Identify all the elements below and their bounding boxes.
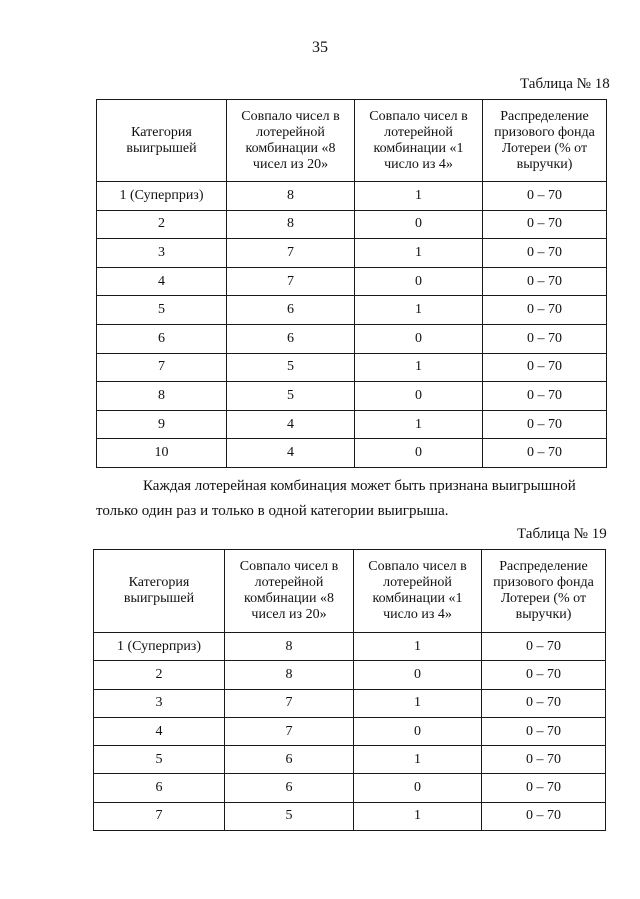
table-header-row bbox=[97, 100, 607, 182]
cell-prize-share: 0 – 70 bbox=[483, 410, 607, 439]
cell-category: 7 bbox=[97, 353, 227, 382]
cell-prize-share: 0 – 70 bbox=[483, 210, 607, 239]
cell-prize-share: 0 – 70 bbox=[482, 717, 606, 745]
cell-match-8-of-20: 8 bbox=[227, 182, 355, 211]
cell-category: 7 bbox=[94, 802, 225, 830]
table-row bbox=[94, 661, 606, 689]
cell-match-8-of-20: 7 bbox=[225, 717, 354, 745]
cell-match-1-of-4: 1 bbox=[355, 296, 483, 325]
cell-prize-share: 0 – 70 bbox=[482, 633, 606, 661]
cell-match-1-of-4: 1 bbox=[355, 353, 483, 382]
header-match-8-of-20: Совпало чисел в лотерейной комбинации «8 чисел из 20» bbox=[227, 100, 355, 182]
table-row bbox=[94, 717, 606, 745]
table-row bbox=[97, 239, 607, 268]
cell-match-8-of-20: 6 bbox=[225, 746, 354, 774]
body-paragraph: Каждая лотерейная комбинация может быть признана выигрышной только один раз и только в одной категории выигрыша. bbox=[96, 478, 576, 519]
table-row bbox=[97, 439, 607, 468]
cell-prize-share: 0 – 70 bbox=[483, 439, 607, 468]
cell-match-1-of-4: 1 bbox=[354, 633, 482, 661]
cell-match-1-of-4: 0 bbox=[354, 661, 482, 689]
cell-match-1-of-4: 1 bbox=[354, 746, 482, 774]
cell-match-1-of-4: 0 bbox=[355, 210, 483, 239]
cell-match-8-of-20: 4 bbox=[227, 410, 355, 439]
header-match-1-of-4: Совпало чисел в лотерейной комбинации «1 число из 4» bbox=[354, 550, 482, 633]
header-prize-distribution: Распределение призового фонда Лотереи (% от выручки) bbox=[482, 550, 606, 633]
table-row bbox=[97, 382, 607, 411]
page-number: 35 bbox=[312, 39, 328, 56]
header-category: Категория выигрышей bbox=[97, 100, 227, 182]
cell-match-8-of-20: 6 bbox=[227, 324, 355, 353]
cell-match-1-of-4: 0 bbox=[355, 439, 483, 468]
cell-match-8-of-20: 8 bbox=[225, 661, 354, 689]
cell-category: 5 bbox=[94, 746, 225, 774]
cell-match-1-of-4: 1 bbox=[355, 182, 483, 211]
cell-category: 9 bbox=[97, 410, 227, 439]
cell-category: 8 bbox=[97, 382, 227, 411]
cell-match-1-of-4: 0 bbox=[355, 267, 483, 296]
table-row bbox=[94, 746, 606, 774]
table-row bbox=[94, 774, 606, 802]
table-row bbox=[94, 633, 606, 661]
cell-prize-share: 0 – 70 bbox=[483, 182, 607, 211]
cell-prize-share: 0 – 70 bbox=[482, 746, 606, 774]
cell-category: 4 bbox=[94, 717, 225, 745]
cell-category: 3 bbox=[94, 689, 225, 717]
cell-category: 10 bbox=[97, 439, 227, 468]
cell-prize-share: 0 – 70 bbox=[482, 774, 606, 802]
cell-match-8-of-20: 6 bbox=[225, 774, 354, 802]
prize-table-19 bbox=[93, 549, 606, 831]
cell-category: 2 bbox=[94, 661, 225, 689]
cell-match-8-of-20: 7 bbox=[227, 267, 355, 296]
cell-match-8-of-20: 5 bbox=[227, 353, 355, 382]
cell-match-1-of-4: 1 bbox=[354, 802, 482, 830]
cell-category: 2 bbox=[97, 210, 227, 239]
cell-match-1-of-4: 1 bbox=[355, 239, 483, 268]
cell-prize-share: 0 – 70 bbox=[482, 689, 606, 717]
table-18-caption: Таблица № 18 bbox=[520, 76, 610, 92]
cell-match-1-of-4: 0 bbox=[355, 382, 483, 411]
cell-prize-share: 0 – 70 bbox=[483, 324, 607, 353]
cell-category: 4 bbox=[97, 267, 227, 296]
cell-match-8-of-20: 8 bbox=[225, 633, 354, 661]
cell-match-1-of-4: 1 bbox=[355, 410, 483, 439]
cell-match-8-of-20: 4 bbox=[227, 439, 355, 468]
cell-category: 3 bbox=[97, 239, 227, 268]
header-match-1-of-4: Совпало чисел в лотерейной комбинации «1 число из 4» bbox=[355, 100, 483, 182]
cell-category: 5 bbox=[97, 296, 227, 325]
cell-match-8-of-20: 6 bbox=[227, 296, 355, 325]
cell-match-1-of-4: 0 bbox=[354, 774, 482, 802]
table-row bbox=[94, 689, 606, 717]
cell-match-1-of-4: 0 bbox=[355, 324, 483, 353]
cell-prize-share: 0 – 70 bbox=[483, 267, 607, 296]
table-row bbox=[97, 324, 607, 353]
cell-prize-share: 0 – 70 bbox=[482, 802, 606, 830]
table-row bbox=[94, 802, 606, 830]
cell-match-8-of-20: 7 bbox=[225, 689, 354, 717]
table-19-caption: Таблица № 19 bbox=[517, 526, 607, 542]
table-row bbox=[97, 410, 607, 439]
table-row bbox=[97, 267, 607, 296]
cell-match-8-of-20: 5 bbox=[225, 802, 354, 830]
cell-prize-share: 0 – 70 bbox=[483, 353, 607, 382]
cell-category: 6 bbox=[94, 774, 225, 802]
cell-category: 1 (Суперприз) bbox=[97, 182, 227, 211]
table-row bbox=[97, 296, 607, 325]
cell-match-1-of-4: 0 bbox=[354, 717, 482, 745]
cell-prize-share: 0 – 70 bbox=[483, 382, 607, 411]
cell-category: 6 bbox=[97, 324, 227, 353]
cell-category: 1 (Суперприз) bbox=[94, 633, 225, 661]
cell-match-8-of-20: 8 bbox=[227, 210, 355, 239]
table-row bbox=[97, 353, 607, 382]
table-row bbox=[97, 182, 607, 211]
table-row bbox=[97, 210, 607, 239]
cell-match-1-of-4: 1 bbox=[354, 689, 482, 717]
cell-match-8-of-20: 7 bbox=[227, 239, 355, 268]
header-category: Категория выигрышей bbox=[94, 550, 225, 633]
header-prize-distribution: Распределение призового фонда Лотереи (% от выручки) bbox=[483, 100, 607, 182]
prize-table-18 bbox=[96, 99, 607, 468]
table-header-row bbox=[94, 550, 606, 633]
cell-match-8-of-20: 5 bbox=[227, 382, 355, 411]
cell-prize-share: 0 – 70 bbox=[483, 296, 607, 325]
cell-prize-share: 0 – 70 bbox=[482, 661, 606, 689]
header-match-8-of-20: Совпало чисел в лотерейной комбинации «8 чисел из 20» bbox=[225, 550, 354, 633]
cell-prize-share: 0 – 70 bbox=[483, 239, 607, 268]
